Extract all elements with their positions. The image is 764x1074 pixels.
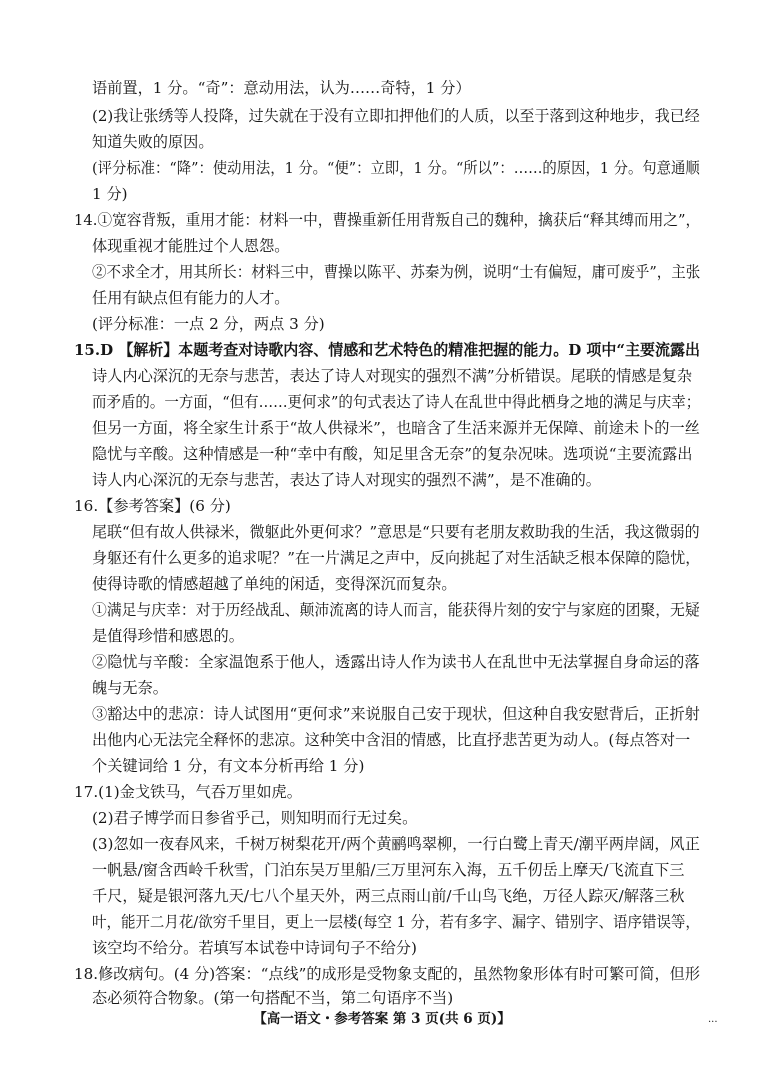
text-line: (2)我让张绣等人投降，过失就在于没有立即扣押他们的人质，以至于落到这种地步，我已经 <box>92 107 700 125</box>
text-line: 1 分) <box>92 185 128 203</box>
answer-14: 14.①宽容背叛，重用才能：材料一中，曹操重新任用背叛自己的魏种，擒获后“释其缚而用之”， <box>74 211 701 229</box>
text-line: 态必须符合物象。(第一句搭配不当，第二句语序不当) <box>92 989 454 1007</box>
text-line: 隐忧与辛酸。这种情感是一种“幸中有酸，知足里含无奈”的复杂况味。选项说“主要流露出 <box>92 445 693 463</box>
text-line: 而矛盾的。一方面，“但有……更何求”的句式表达了诗人在乱世中得此栖身之地的满足与庆幸； <box>92 393 701 411</box>
text-line: 使得诗歌的情感超越了单纯的闲适，变得深沉而复杂。 <box>92 575 457 593</box>
text-line: ②隐忧与辛酸：全家温饱系于他人，透露出诗人作为读书人在乱世中无法掌握自身命运的落 <box>92 653 700 671</box>
text-line: (评分标准：“降”：使动用法，1 分。“便”：立即，1 分。“所以”：……的原因，1 分。句意通顺 <box>92 159 700 177</box>
text-line: 诗人内心深沉的无奈与悲苦，表达了诗人对现实的强烈不满”，是不准确的。 <box>92 471 601 489</box>
text-line: (2)君子博学而日参省乎己，则知明而行无过矣。 <box>92 809 418 827</box>
text-line: (评分标准：一点 2 分，两点 3 分) <box>92 315 325 333</box>
text-line: 但另一方面，将全家生计系于“故人供禄米”，也暗含了生活来源并无保障、前途未卜的一丝 <box>92 419 700 437</box>
text-line: 魄与无奈。 <box>92 679 168 697</box>
text-line: 叶，能开二月花/欲穷千里目，更上一层楼(每空 1 分，若有多字、漏字、错别字、语序错误等， <box>92 913 700 931</box>
page-footer: 【高一语文・参考答案 第 3 页(共 6 页)】 <box>253 1011 511 1027</box>
text-line: ①满足与庆幸：对于历经战乱、颠沛流离的诗人而言，能获得片刻的安宁与家庭的团聚，无疑 <box>92 601 700 619</box>
answer-18: 18.修改病句。(4 分)答案：“点线”的成形是受物象支配的，虽然物象形体有时可繁可简，但形 <box>74 965 700 983</box>
text-line: 该空均不给分。若填写本试卷中诗词句子不给分) <box>92 939 417 957</box>
text-line: (3)忽如一夜春风来，千树万树梨花开/两个黄鹂鸣翠柳，一行白鹭上青天/潮平两岸阔，风正 <box>92 835 700 853</box>
answer-16: 16.【参考答案】(6 分) <box>74 497 231 515</box>
text-line: ③豁达中的悲凉：诗人试图用“更何求”来说服自己安于现状，但这种自我安慰背后，正折射 <box>92 705 700 723</box>
answer-17: 17.(1)金戈铁马，气吞万里如虎。 <box>74 783 302 801</box>
text-line: 知道失败的原因。 <box>92 133 214 151</box>
text-line: 诗人内心深沉的无奈与悲苦，表达了诗人对现实的强烈不满”分析错误。尾联的情感是复杂 <box>92 367 693 385</box>
text-line: 出他内心无法完全释怀的悲凉。这种笑中含泪的情感，比直抒悲苦更为动人。(每点答对一 <box>92 731 691 749</box>
text-line: 个关键词给 1 分，有文本分析再给 1 分) <box>92 757 365 775</box>
text-line: 一帆悬/窗含西岭千秋雪，门泊东吴万里船/三万里河东入海，五千仞岳上摩天/飞流直下三 <box>92 861 685 879</box>
answer-15: 15.D 【解析】本题考查对诗歌内容、情感和艺术特色的精准把握的能力。D 项中“主要流露出 <box>74 341 701 359</box>
text-line: 任用有缺点但有能力的人才。 <box>92 289 290 307</box>
text-line: 体现重视才能胜过个人恩怨。 <box>92 237 290 255</box>
text-line: ②不求全才，用其所长：材料三中，曹操以陈平、苏秦为例，说明“士有偏短，庸可废乎”，主张 <box>92 263 701 281</box>
text-line: 尾联“但有故人供禄米，微躯此外更何求？”意思是“只要有老朋友救助我的生活，我这微弱的 <box>92 523 700 541</box>
text-line: 身躯还有什么更多的追求呢？”在一片满足之声中，反向挑起了对生活缺乏根本保障的隐忧， <box>92 549 701 567</box>
text-line: 是值得珍惜和感恩的。 <box>92 627 244 645</box>
corner-mark: ... <box>708 1014 718 1025</box>
text-line: 千尺，疑是银河落九天/七八个星天外，两三点雨山前/千山鸟飞绝，万径人踪灭/解落三秋 <box>92 887 685 905</box>
text-line: 语前置，1 分。“奇”：意动用法，认为……奇特，1 分） <box>92 79 471 97</box>
